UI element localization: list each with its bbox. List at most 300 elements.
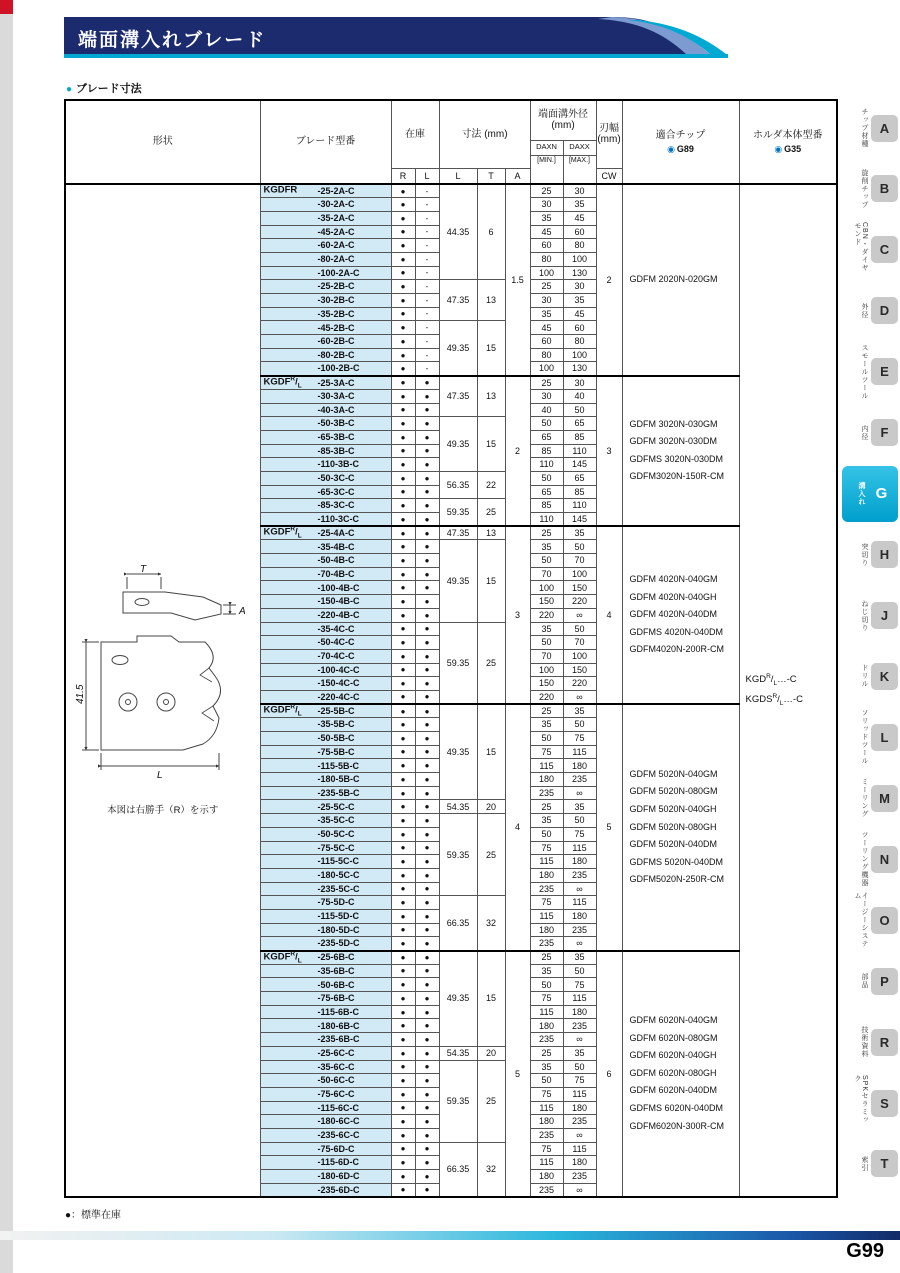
sidebar-tab-label: ねじ切り	[861, 599, 868, 632]
stock-r-cell: ●	[391, 773, 415, 787]
sidebar-tab-C[interactable]	[842, 222, 898, 278]
sidebar-tab-label: 技術資料	[861, 1026, 868, 1059]
stock-l-cell: ●	[415, 800, 439, 814]
blade-model-cell: -220-4B-C	[260, 608, 391, 622]
sidebar-tab-letter: O	[871, 907, 898, 934]
stock-l-cell: ●	[415, 978, 439, 992]
bottom-gradient-bar	[0, 1231, 900, 1240]
sidebar-tab-label: 外径	[861, 302, 868, 319]
blade-model-cell: $KGDF^R/_L$ -25-4A-C	[260, 526, 391, 540]
blade-model-cell: -180-5B-C	[260, 773, 391, 787]
blade-model-cell: -75-6D-C	[260, 1142, 391, 1156]
col-header-cw: CW	[596, 168, 622, 184]
sidebar-tab-label: 旋削チップ	[861, 168, 868, 209]
sidebar-tab-label: ソリッドツール	[861, 709, 868, 766]
sidebar-tab-label: CBN・ダイヤモンド	[854, 221, 868, 272]
daxn-min-cell: 85	[530, 499, 563, 513]
blade-model-cell: -235-5B-C	[260, 786, 391, 800]
blade-model-cell: -235-6D-C	[260, 1183, 391, 1197]
holder-cell	[739, 184, 837, 1197]
blade-model-cell: -180-5C-C	[260, 868, 391, 882]
daxx-max-cell: 110	[563, 444, 596, 458]
daxx-max-cell: ∞	[563, 937, 596, 951]
stock-l-cell: ●	[415, 868, 439, 882]
stock-r-cell: ●	[391, 417, 415, 431]
daxn-min-cell: 25	[530, 1046, 563, 1060]
daxn-min-cell: 115	[530, 1005, 563, 1019]
page-title: 端面溝入れブレード	[78, 30, 267, 51]
stock-r-cell: ●	[391, 307, 415, 321]
daxx-max-cell: 100	[563, 348, 596, 362]
daxn-min-cell: 180	[530, 868, 563, 882]
stock-l-cell: -	[415, 348, 439, 362]
sidebar-tab-H[interactable]	[842, 527, 898, 583]
sidebar-tab-letter: D	[871, 297, 898, 324]
sidebar-tab-label: イージーシステム	[854, 892, 868, 949]
blade-model-cell: -180-6D-C	[260, 1170, 391, 1184]
daxn-min-cell: 75	[530, 992, 563, 1006]
page-number: G99	[846, 1240, 884, 1262]
col-header-shape: 形状	[65, 100, 260, 184]
stock-r-cell: ●	[391, 951, 415, 965]
stock-r-cell: ●	[391, 485, 415, 499]
daxx-max-cell: 145	[563, 513, 596, 527]
daxx-max-cell: 50	[563, 814, 596, 828]
dim-l-cell: 49.35	[439, 540, 477, 622]
stock-l-cell: ●	[415, 992, 439, 1006]
blade-model-cell: -30-2A-C	[260, 198, 391, 212]
blade-model-cell: -25-6C-C	[260, 1046, 391, 1060]
stock-r-cell: ●	[391, 581, 415, 595]
daxx-max-cell: 180	[563, 909, 596, 923]
daxn-min-cell: 115	[530, 1101, 563, 1115]
col-header-blade-width: 刃幅 (mm)	[596, 100, 622, 168]
daxn-min-cell: 75	[530, 1087, 563, 1101]
stock-r-cell: ●	[391, 745, 415, 759]
blade-model-cell: -150-4C-C	[260, 677, 391, 691]
daxx-max-cell: 65	[563, 471, 596, 485]
series-label: $KGDF^R/_L$	[263, 703, 302, 718]
stock-l-cell: ●	[415, 485, 439, 499]
stock-l-cell: -	[415, 280, 439, 294]
daxx-max-cell: 75	[563, 827, 596, 841]
daxn-min-cell: 180	[530, 773, 563, 787]
sidebar-tabs	[842, 100, 898, 1192]
chip-list-cell: GDFM 5020N-040GM GDFM 5020N-080GM GDFM 5020N-040GH GDFM 5020N-080GH GDFM 5020N-040DM GDFMS 5020N-040DM GDFM5020N-250R-CM	[622, 704, 739, 950]
stock-l-cell: ●	[415, 649, 439, 663]
sidebar-tab-E[interactable]	[842, 344, 898, 400]
daxn-min-cell: 35	[530, 307, 563, 321]
sidebar-tab-A[interactable]	[842, 100, 898, 156]
blade-model-cell: -25-2B-C	[260, 280, 391, 294]
dim-l-cell: 66.35	[439, 1142, 477, 1197]
stock-r-cell: ●	[391, 266, 415, 280]
chip-list-cell: GDFM 3020N-030GM GDFM 3020N-030DM GDFMS 3020N-030DM GDFM3020N-150R-CM	[622, 376, 739, 527]
daxn-min-cell: 110	[530, 458, 563, 472]
sidebar-tab-label: 突切り	[861, 542, 868, 567]
daxn-min-cell: 80	[530, 348, 563, 362]
sidebar-tab-R[interactable]	[842, 1014, 898, 1070]
stock-r-cell: ●	[391, 554, 415, 568]
daxx-max-cell: 220	[563, 677, 596, 691]
daxn-min-cell: 75	[530, 896, 563, 910]
stock-r-cell: ●	[391, 608, 415, 622]
stock-l-cell: ●	[415, 376, 439, 390]
stock-r-cell: ●	[391, 444, 415, 458]
col-header-daxn: DAXN	[530, 140, 563, 155]
stock-r-cell: ●	[391, 389, 415, 403]
stock-r-cell: ●	[391, 636, 415, 650]
sidebar-tab-N[interactable]	[842, 831, 898, 887]
blade-model-cell: -115-6B-C	[260, 1005, 391, 1019]
stock-r-cell: ●	[391, 430, 415, 444]
dim-t-cell: 20	[477, 800, 505, 814]
blade-model-cell: -115-6C-C	[260, 1101, 391, 1115]
blade-table-body	[65, 184, 837, 1197]
blade-model-cell: -85-3B-C	[260, 444, 391, 458]
stock-r-cell: ●	[391, 239, 415, 253]
blade-model-cell: -35-6B-C	[260, 964, 391, 978]
dim-t-cell: 13	[477, 526, 505, 540]
col-header-stock: 在庫	[391, 100, 439, 168]
daxx-max-cell: 235	[563, 773, 596, 787]
blade-model-cell: KGDFR -25-2A-C	[260, 184, 391, 198]
daxx-max-cell: 220	[563, 595, 596, 609]
daxn-min-cell: 100	[530, 663, 563, 677]
daxn-min-cell: 50	[530, 978, 563, 992]
daxx-max-cell: 180	[563, 1156, 596, 1170]
daxn-min-cell: 70	[530, 567, 563, 581]
daxx-max-cell: 70	[563, 554, 596, 568]
stock-r-cell: ●	[391, 280, 415, 294]
cw-cell: 4	[596, 526, 622, 704]
stock-r-cell: ●	[391, 1019, 415, 1033]
stock-r-cell: ●	[391, 1115, 415, 1129]
blade-model-cell: -75-5B-C	[260, 745, 391, 759]
sidebar-tab-B[interactable]	[842, 161, 898, 217]
stock-r-cell: ●	[391, 855, 415, 869]
sidebar-tab-T[interactable]	[842, 1136, 898, 1192]
stock-l-cell: ●	[415, 841, 439, 855]
stock-l-cell: -	[415, 252, 439, 266]
dim-l-cell: 59.35	[439, 814, 477, 896]
blade-model-cell: -235-6B-C	[260, 1033, 391, 1047]
stock-r-cell: ●	[391, 1142, 415, 1156]
stock-l-cell: ●	[415, 704, 439, 718]
stock-l-cell: -	[415, 362, 439, 376]
blade-model-cell: -75-6C-C	[260, 1087, 391, 1101]
dim-a-cell: 1.5	[505, 184, 530, 376]
stock-r-cell: ●	[391, 1046, 415, 1060]
series-label: $KGDF^R/_L$	[263, 525, 302, 540]
sidebar-tab-letter: A	[871, 115, 898, 142]
stock-r-cell: ●	[391, 1005, 415, 1019]
stock-r-cell: ●	[391, 1128, 415, 1142]
daxn-min-cell: 235	[530, 1128, 563, 1142]
sidebar-tab-S[interactable]	[842, 1075, 898, 1131]
sidebar-tab-letter: M	[871, 785, 898, 812]
daxx-max-cell: 115	[563, 1142, 596, 1156]
section-label-text: ブレード寸法	[76, 83, 142, 95]
sidebar-tab-G[interactable]	[842, 466, 898, 522]
daxn-min-cell: 35	[530, 622, 563, 636]
dim-l-cell: 44.35	[439, 184, 477, 280]
circle-arrow-icon: ◉	[667, 144, 675, 155]
daxx-max-cell: 80	[563, 335, 596, 349]
daxx-max-cell: 75	[563, 978, 596, 992]
holder-model: $KGDS^R/_L\dots-C$	[745, 693, 803, 708]
daxx-max-cell: 150	[563, 581, 596, 595]
daxx-max-cell: 180	[563, 1005, 596, 1019]
dim-l-cell: 59.35	[439, 622, 477, 704]
stock-l-cell: ●	[415, 513, 439, 527]
dim-l-cell: 59.35	[439, 1060, 477, 1142]
stock-l-cell: ●	[415, 1087, 439, 1101]
stock-r-cell: ●	[391, 458, 415, 472]
daxn-min-cell: 50	[530, 732, 563, 746]
series-label: $KGDF^R/_L$	[263, 375, 302, 390]
sidebar-tab-K[interactable]	[842, 648, 898, 704]
col-header-model: ブレード型番	[260, 100, 391, 184]
blade-model-cell: -35-5B-C	[260, 718, 391, 732]
sidebar-tab-letter: P	[871, 968, 898, 995]
stock-l-cell: ●	[415, 937, 439, 951]
page-edge-strip	[0, 0, 13, 1273]
blade-model-cell: -35-6C-C	[260, 1060, 391, 1074]
daxx-max-cell: 50	[563, 622, 596, 636]
dim-t-cell: 15	[477, 540, 505, 622]
stock-r-cell: ●	[391, 376, 415, 390]
sidebar-tab-label: 内径	[861, 424, 868, 441]
blade-model-cell: -45-2A-C	[260, 225, 391, 239]
blade-model-cell: $KGDF^R/_L$ -25-6B-C	[260, 951, 391, 965]
svg-text:L: L	[156, 769, 163, 781]
blade-model-cell: -100-4B-C	[260, 581, 391, 595]
stock-l-cell: ●	[415, 677, 439, 691]
daxn-min-cell: 25	[530, 280, 563, 294]
daxn-min-cell: 35	[530, 211, 563, 225]
blade-model-cell: -115-5B-C	[260, 759, 391, 773]
daxn-min-cell: 35	[530, 814, 563, 828]
daxx-max-cell: ∞	[563, 1183, 596, 1197]
blade-model-cell: -35-4C-C	[260, 622, 391, 636]
daxx-max-cell: 115	[563, 896, 596, 910]
daxx-max-cell: 100	[563, 252, 596, 266]
stock-r-cell: ●	[391, 868, 415, 882]
stock-l-cell: -	[415, 321, 439, 335]
stock-l-cell: -	[415, 335, 439, 349]
col-header-max: [MAX.]	[563, 155, 596, 184]
daxn-min-cell: 115	[530, 1156, 563, 1170]
stock-l-cell: ●	[415, 814, 439, 828]
col-header-dim-l: L	[439, 168, 477, 184]
daxx-max-cell: 180	[563, 759, 596, 773]
stock-l-cell: ●	[415, 951, 439, 965]
blade-model-cell: -70-4B-C	[260, 567, 391, 581]
stock-r-cell: ●	[391, 321, 415, 335]
stock-r-cell: ●	[391, 937, 415, 951]
stock-r-cell: ●	[391, 786, 415, 800]
sidebar-tab-J[interactable]	[842, 588, 898, 644]
blade-model-cell: -75-6B-C	[260, 992, 391, 1006]
stock-r-cell: ●	[391, 663, 415, 677]
sidebar-tab-L[interactable]	[842, 709, 898, 765]
stock-l-cell: ●	[415, 1128, 439, 1142]
dim-t-cell: 15	[477, 704, 505, 800]
dim-t-cell: 15	[477, 321, 505, 376]
daxx-max-cell: 180	[563, 855, 596, 869]
col-header-chip: 適合チップ ◉ G89	[622, 100, 739, 184]
col-header-stock-r: R	[391, 168, 415, 184]
daxn-min-cell: 180	[530, 923, 563, 937]
stock-r-cell: ●	[391, 294, 415, 308]
blade-model-cell: -50-3B-C	[260, 417, 391, 431]
dim-l-cell: 54.35	[439, 800, 477, 814]
daxn-min-cell: 35	[530, 718, 563, 732]
page-header	[64, 17, 736, 59]
daxn-min-cell: 50	[530, 1074, 563, 1088]
sidebar-tab-label: 部品	[861, 973, 868, 990]
stock-r-cell: ●	[391, 567, 415, 581]
daxx-max-cell: 45	[563, 211, 596, 225]
blade-model-cell: -220-4C-C	[260, 690, 391, 704]
daxx-max-cell: 35	[563, 951, 596, 965]
stock-r-cell: ●	[391, 622, 415, 636]
dim-a-cell: 5	[505, 951, 530, 1197]
sidebar-tab-M[interactable]	[842, 770, 898, 826]
daxn-min-cell: 100	[530, 581, 563, 595]
daxx-max-cell: 65	[563, 417, 596, 431]
blade-model-cell: -35-2B-C	[260, 307, 391, 321]
daxn-min-cell: 25	[530, 704, 563, 718]
dim-t-cell: 32	[477, 1142, 505, 1197]
stock-r-cell: ●	[391, 526, 415, 540]
stock-l-cell: ●	[415, 1033, 439, 1047]
daxx-max-cell: 50	[563, 540, 596, 554]
blade-model-cell: -70-4C-C	[260, 649, 391, 663]
blade-model-cell: -50-5C-C	[260, 827, 391, 841]
blade-model-cell: -235-5C-C	[260, 882, 391, 896]
blade-model-cell: -35-4B-C	[260, 540, 391, 554]
blade-model-cell: -85-3C-C	[260, 499, 391, 513]
daxx-max-cell: 50	[563, 718, 596, 732]
stock-l-cell: ●	[415, 622, 439, 636]
sidebar-tab-F[interactable]	[842, 405, 898, 461]
stock-l-cell: -	[415, 239, 439, 253]
stock-r-cell: ●	[391, 1087, 415, 1101]
daxn-min-cell: 180	[530, 1170, 563, 1184]
blade-model-cell: -50-4C-C	[260, 636, 391, 650]
daxn-min-cell: 50	[530, 471, 563, 485]
daxn-min-cell: 60	[530, 239, 563, 253]
blade-model-cell: -50-6B-C	[260, 978, 391, 992]
stock-r-cell: ●	[391, 1156, 415, 1170]
daxx-max-cell: 100	[563, 567, 596, 581]
daxx-max-cell: 35	[563, 294, 596, 308]
stock-r-cell: ●	[391, 471, 415, 485]
stock-l-cell: -	[415, 225, 439, 239]
daxn-min-cell: 100	[530, 266, 563, 280]
stock-l-cell: ●	[415, 786, 439, 800]
daxn-min-cell: 40	[530, 403, 563, 417]
daxx-max-cell: 115	[563, 1087, 596, 1101]
footnote: ●：標準在庫	[65, 1210, 122, 1221]
stock-r-cell: ●	[391, 923, 415, 937]
daxn-min-cell: 25	[530, 526, 563, 540]
stock-l-cell: ●	[415, 608, 439, 622]
stock-r-cell: ●	[391, 252, 415, 266]
stock-l-cell: ●	[415, 595, 439, 609]
blade-model-cell: -100-2A-C	[260, 266, 391, 280]
stock-l-cell: ●	[415, 1060, 439, 1074]
blade-model-cell: -50-6C-C	[260, 1074, 391, 1088]
stock-r-cell: ●	[391, 348, 415, 362]
stock-l-cell: -	[415, 211, 439, 225]
daxx-max-cell: 35	[563, 704, 596, 718]
daxn-min-cell: 235	[530, 1033, 563, 1047]
blade-model-cell: $KGDF^R/_L$ -25-3A-C	[260, 376, 391, 390]
dim-t-cell: 25	[477, 622, 505, 704]
sidebar-tab-letter: L	[871, 724, 898, 751]
daxn-min-cell: 180	[530, 1115, 563, 1129]
dim-l-cell: 54.35	[439, 1046, 477, 1060]
daxx-max-cell: 85	[563, 485, 596, 499]
daxx-max-cell: 75	[563, 1074, 596, 1088]
stock-r-cell: ●	[391, 335, 415, 349]
dim-l-cell: 66.35	[439, 896, 477, 951]
daxx-max-cell: 235	[563, 923, 596, 937]
daxn-min-cell: 75	[530, 841, 563, 855]
sidebar-tab-D[interactable]	[842, 283, 898, 339]
stock-r-cell: ●	[391, 595, 415, 609]
stock-l-cell: ●	[415, 636, 439, 650]
blade-model-cell: -60-2A-C	[260, 239, 391, 253]
sidebar-tab-letter: F	[871, 419, 898, 446]
stock-r-cell: ●	[391, 184, 415, 198]
dim-t-cell: 6	[477, 184, 505, 280]
stock-l-cell: ●	[415, 1156, 439, 1170]
stock-l-cell: ●	[415, 1115, 439, 1129]
daxx-max-cell: 85	[563, 430, 596, 444]
daxx-max-cell: 70	[563, 636, 596, 650]
daxx-max-cell: 235	[563, 1019, 596, 1033]
sidebar-tab-O[interactable]	[842, 892, 898, 948]
daxn-min-cell: 220	[530, 690, 563, 704]
dim-t-cell: 25	[477, 499, 505, 526]
stock-r-cell: ●	[391, 732, 415, 746]
daxn-min-cell: 35	[530, 964, 563, 978]
daxx-max-cell: 75	[563, 732, 596, 746]
daxn-min-cell: 50	[530, 554, 563, 568]
stock-l-cell: -	[415, 184, 439, 198]
bullet-icon: ●	[66, 84, 73, 95]
blade-model-cell: -35-2A-C	[260, 211, 391, 225]
blade-model-cell: -100-4C-C	[260, 663, 391, 677]
stock-l-cell: -	[415, 307, 439, 321]
stock-l-cell: -	[415, 294, 439, 308]
dim-t-cell: 25	[477, 1060, 505, 1142]
stock-r-cell: ●	[391, 690, 415, 704]
dim-a-cell: 2	[505, 376, 530, 527]
col-header-daxx: DAXX	[563, 140, 596, 155]
sidebar-tab-label: 溝入れ	[858, 481, 865, 506]
stock-r-cell: ●	[391, 814, 415, 828]
daxn-min-cell: 115	[530, 759, 563, 773]
stock-l-cell: ●	[415, 458, 439, 472]
sidebar-tab-P[interactable]	[842, 953, 898, 1009]
stock-r-cell: ●	[391, 540, 415, 554]
circle-arrow-icon: ◉	[774, 144, 783, 155]
